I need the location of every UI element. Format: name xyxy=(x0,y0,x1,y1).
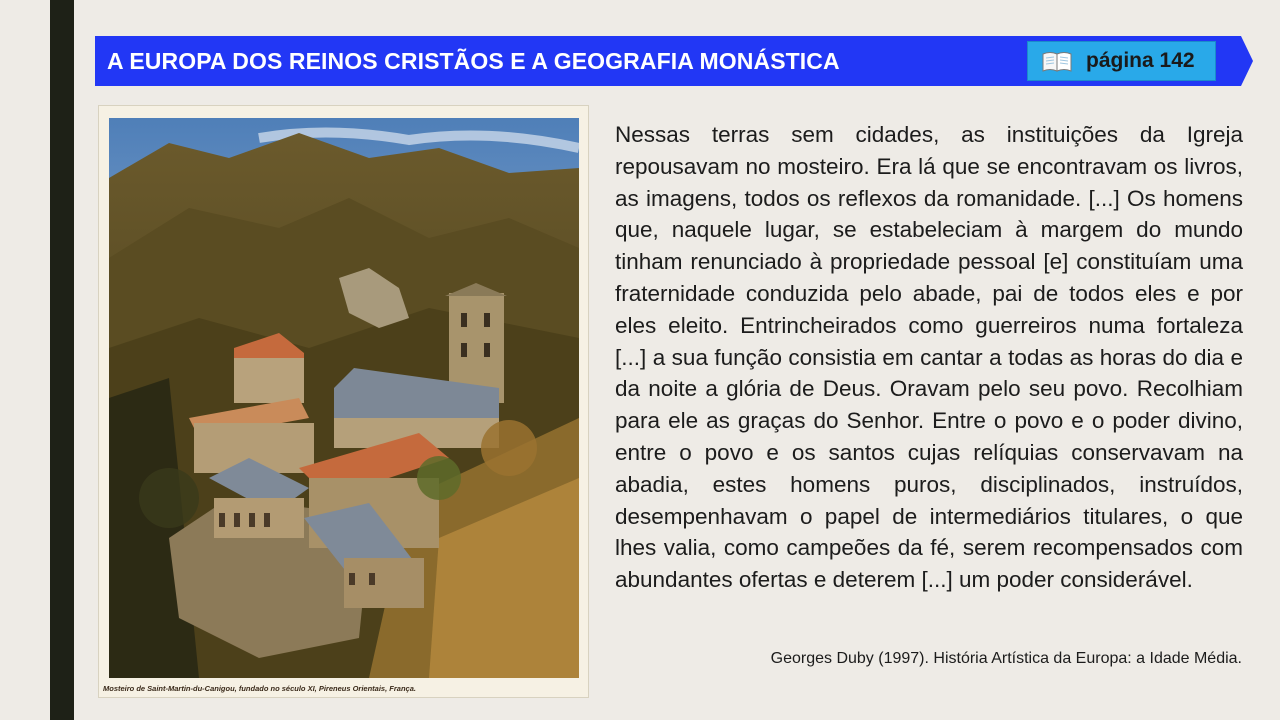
monastery-photo-frame xyxy=(98,105,589,698)
page-badge xyxy=(1027,41,1216,81)
photo-caption: Mosteiro de Saint-Martin-du-Canigou, fundado no século XI, Pireneus Orientais, França. xyxy=(103,684,416,693)
page-reference: página 142 xyxy=(1086,49,1195,72)
left-accent-bar xyxy=(50,0,74,720)
monastery-photo xyxy=(109,118,579,678)
citation: Georges Duby (1997). História Artística da Europa: a Idade Média. xyxy=(770,650,1242,667)
slide-title: A EUROPA DOS REINOS CRISTÃOS E A GEOGRAFIA MONÁSTICA xyxy=(107,48,840,74)
title-banner xyxy=(95,36,1255,86)
open-book-icon xyxy=(1042,50,1072,72)
quote-text: Nessas terras sem cidades, as instituições da Igreja repousavam no mosteiro. Era lá que se encontravam os livros, as imagens, todos os reflexos da romanidade. [...] Os homens que, naquele lugar, se estabeleciam à margem do mundo tinham renunciado à propriedade pessoal [e] constituíam uma fraternidade conduzida pelo abade, pai de todos eles e por eles eleito. Entrincheirados como guerreiros numa fortaleza [...] a sua função consistia em cantar a todas as horas do dia e da noite a glória de Deus. Oravam pelo seu povo. Recolhiam para ele as graças do Senhor. Entre o povo e o poder divino, entre o povo e os santos cujas relíquias conservavam na abadia, estes homens puros, disciplinados, instruídos, desempenhavam o papel de intermediários titulares, o que lhes valia, como campeões da fé, serem recompensados com abundantes ofertas e deterem [...] um poder considerável. xyxy=(615,122,1243,593)
